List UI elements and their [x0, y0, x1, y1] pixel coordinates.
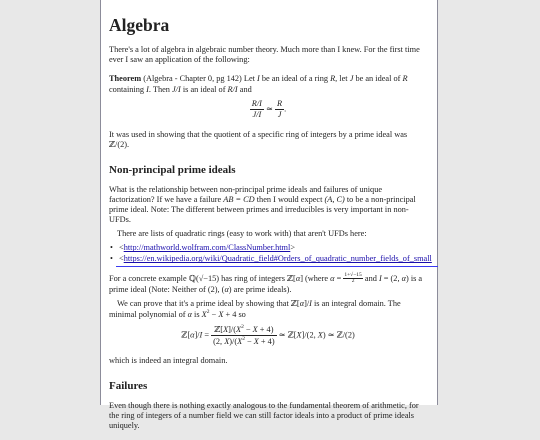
link-list: [109, 243, 432, 264]
horizontal-scroll-indicator: [116, 266, 438, 267]
paragraph-text: so: [238, 309, 246, 319]
paragraph-text: is a prime ideal (Note: Neither of: [109, 273, 423, 294]
section-heading-failures: Failures: [109, 380, 148, 393]
intro-paragraph: There's a lot of algebra in algebraic number theory. Much more than I knew. For the first time ever I saw an application of the following:: [109, 45, 420, 65]
theorem-label: Theorem: [109, 74, 142, 84]
paragraph-text: For a concrete example: [109, 273, 187, 283]
quotient-equation: ℤ[α]/I = $\frac{ℤ[X]/(X^2 - X + 4)}{(2, X)/(X^2 - X + 4)}$ ≃ ℤ[X]/(2, X) ≃ ℤ/(2): [181, 323, 355, 346]
list-item: • <https://en.wikipedia.org/wiki/Quadratic_field#Orders_of_quadratic_number_fields_of_small: [119, 254, 427, 264]
paragraph-text: is an integral domain. The minimal polynomial of: [109, 298, 401, 319]
proof-paragraph: We can prove that it's a prime ideal by showing that ℤ[α]/I is an integral domain. The minimal polynomial of α is $X^2 - X + 4$ so: [109, 298, 401, 319]
paragraph-text: (where: [305, 273, 329, 283]
paragraph-text: What is the relationship between non-principal prime ideals and failures of unique factorization? If we have a failure: [109, 184, 383, 204]
theorem-text: be an ideal of: [355, 74, 401, 84]
after-equation-paragraph: which is indeed an integral domain.: [109, 356, 228, 366]
paragraph-text: to be a non-principal prime ideal. Note: The different between primes and irreducibles is very important in non-UFDs.: [109, 194, 416, 225]
theorem-paragraph: Theorem (Algebra - Chapter 0, pg 142) Let I be an ideal of a ring R, let J be an ideal of R containing I. Then J/I is an ideal of R/I and: [109, 74, 408, 94]
theorem-text: be an ideal of a ring: [261, 74, 328, 84]
paragraph-text: is: [194, 309, 200, 319]
theorem-citation: (Algebra - Chapter 0, pg 142): [143, 74, 242, 84]
document-content: [109, 15, 432, 440]
paragraph-text: then I would expect: [256, 194, 323, 204]
theorem-text: is an ideal of: [182, 84, 226, 94]
paragraph-text: are prime ideals).: [233, 284, 292, 294]
page-title: Algebra: [109, 15, 170, 35]
theorem-text: Let: [243, 74, 255, 84]
theorem-equation: $\frac{R/I}{J/I}$ ≃ $\frac{R}{J}$ .: [251, 98, 287, 119]
nonprincipal-paragraph: What is the relationship between non-principal prime ideals and failures of unique factorization? If we have a failure AB = CD then I would expect (A, C) to be a non-principal prime ideal. Note: The different between primes and irreducibles is very important in non-UFDs.: [109, 184, 416, 225]
paragraph-text: has ring of integers: [221, 273, 285, 283]
theorem-text: and: [239, 84, 252, 94]
section-heading-nonprincipal: Non-principal prime ideals: [109, 164, 236, 177]
document-page: [100, 0, 438, 431]
used-paragraph: It was used in showing that the quotient of a specific ring of integers by a prime ideal was ℤ/(2).: [109, 129, 408, 150]
theorem-text: , let: [335, 74, 348, 84]
used-text: It was used in showing that the quotient of a specific ring of integers by a prime ideal was: [109, 129, 408, 139]
list-item: • <http://mathworld.wolfram.com/ClassNumber.html>: [119, 243, 427, 253]
paragraph-text: We can prove that it's a prime ideal by showing that: [117, 298, 289, 308]
failures-paragraph: Even though there is nothing exactly analogous to the fundamental theorem of arithmetic, for the ring of integers of a number field we can still factor ideals into a product of prime ideals uniquely.: [109, 401, 419, 431]
example-paragraph: For a concrete example ℚ(√−15) has ring of integers ℤ[α] (where α = $\frac{1+√-15}{2}$ and I = (2, α) is a prime ideal (Note: Neither of (2), (α) are prime ideals).: [109, 271, 423, 294]
link-mathworld[interactable]: http://mathworld.wolfram.com/ClassNumber.html: [123, 243, 291, 253]
theorem-text: containing: [109, 84, 145, 94]
paragraph-text: and: [364, 273, 377, 283]
lists-paragraph: There are lists of quadratic rings (easy to work with) that aren't UFDs here:: [117, 229, 367, 239]
theorem-text: . Then: [148, 84, 170, 94]
link-wikipedia[interactable]: https://en.wikipedia.org/wiki/Quadratic_field#Orders_of_quadratic_number_fields_of_small: [123, 254, 432, 264]
